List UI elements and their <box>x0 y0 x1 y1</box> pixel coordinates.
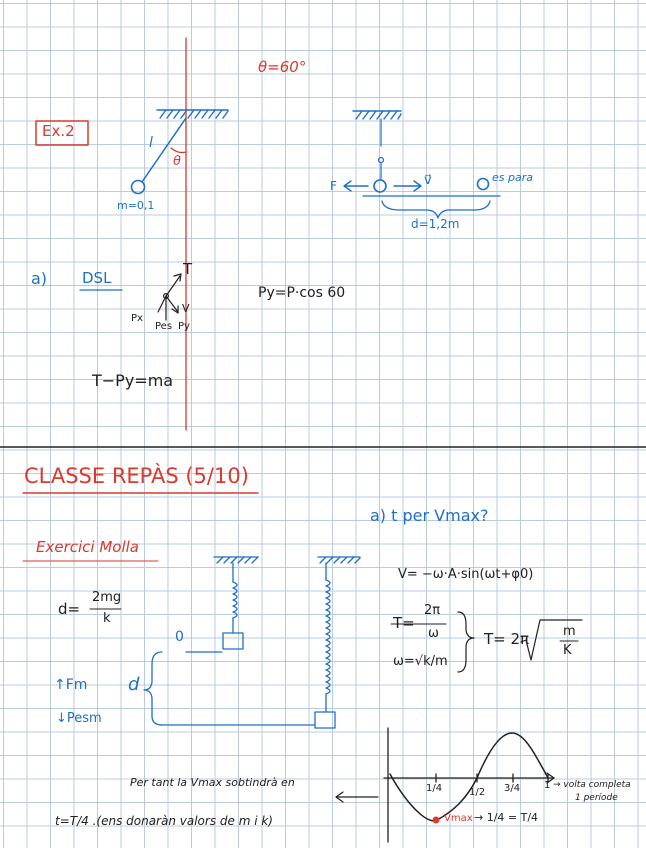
distance-label: d=1,2m <box>411 217 460 231</box>
d-label: d <box>128 674 140 695</box>
theta-label: θ <box>173 154 181 169</box>
omega-equation: ω=√k/m <box>393 654 448 669</box>
theta-arc <box>171 148 186 153</box>
d-numerator: 2mg <box>92 590 122 605</box>
vmax-equation: → 1/4 = T/4 <box>474 811 539 824</box>
question-label: a) t per Vmax? <box>370 506 489 525</box>
conclusion-line1: Per tant la Vmax sobtindrà en <box>130 776 295 789</box>
d-brace <box>144 652 162 725</box>
tick-3quarter: 3/4 <box>504 783 521 794</box>
exercise-label: Ex.2 <box>42 122 75 140</box>
ceiling-left <box>157 110 228 118</box>
pes-m-label: ↓Pesm <box>56 711 102 726</box>
tick-half: 1/2 <box>469 787 486 798</box>
dsl-label: DSL <box>82 269 112 287</box>
spring-short <box>214 557 258 649</box>
v-label: V <box>182 302 190 315</box>
sqrt-denominator: K <box>563 643 572 658</box>
pendulum-bob <box>132 181 145 194</box>
bob-stop <box>478 179 489 190</box>
mass-label: m=0,1 <box>117 199 155 212</box>
section-title: CLASSE REPÀS (5/10) <box>24 464 249 488</box>
sqrt-numerator: m <box>563 624 576 639</box>
tick-quarter: 1/4 <box>426 783 443 794</box>
newton-equation: T−Py=ma <box>92 371 174 390</box>
distance-brace <box>382 201 490 218</box>
px-label: Px <box>131 313 143 324</box>
angle-label: θ=60° <box>258 58 307 76</box>
period-T: T= <box>393 614 415 632</box>
spring-long <box>315 557 360 728</box>
part-a-label: a) <box>31 269 48 288</box>
velocity-equation: V= −ω·A·sin(ωt+φ0) <box>398 567 534 582</box>
period-note: 1 període <box>575 793 618 803</box>
d-denominator: k <box>103 611 111 626</box>
d-equals: d= <box>58 600 81 618</box>
length-label: l <box>149 135 153 151</box>
pes-label: Pes <box>155 321 173 332</box>
omega-denominator: ω <box>428 626 439 641</box>
full-turn-note: → volta completa <box>553 780 631 790</box>
conclusion-line2: t=T/4 .(ens donaràn valors de m i k) <box>55 814 273 828</box>
tick-one: 1 <box>544 780 551 791</box>
spring-title: Exercici Molla <box>36 538 139 556</box>
period-brace <box>458 612 474 672</box>
tension-label: T <box>183 260 193 278</box>
py-vector-label: Py <box>178 321 190 332</box>
ceiling-right <box>353 111 401 119</box>
stop-label: es para <box>492 171 533 184</box>
py-equation: Py=P·cos 60 <box>258 285 346 301</box>
vmax-label: Vmax <box>444 813 473 824</box>
bob-bottom <box>374 180 386 192</box>
free-body-diagram <box>158 274 181 320</box>
T-result: T= 2π <box>484 630 530 648</box>
sine-curve <box>390 733 551 824</box>
vmax-point <box>433 817 439 823</box>
fm-label: ↑Fm <box>54 677 88 693</box>
origin-label: 0 <box>175 629 184 645</box>
force-label: F <box>330 179 337 193</box>
velocity-label: v⃗ <box>424 173 432 188</box>
two-pi: 2π <box>424 603 441 618</box>
